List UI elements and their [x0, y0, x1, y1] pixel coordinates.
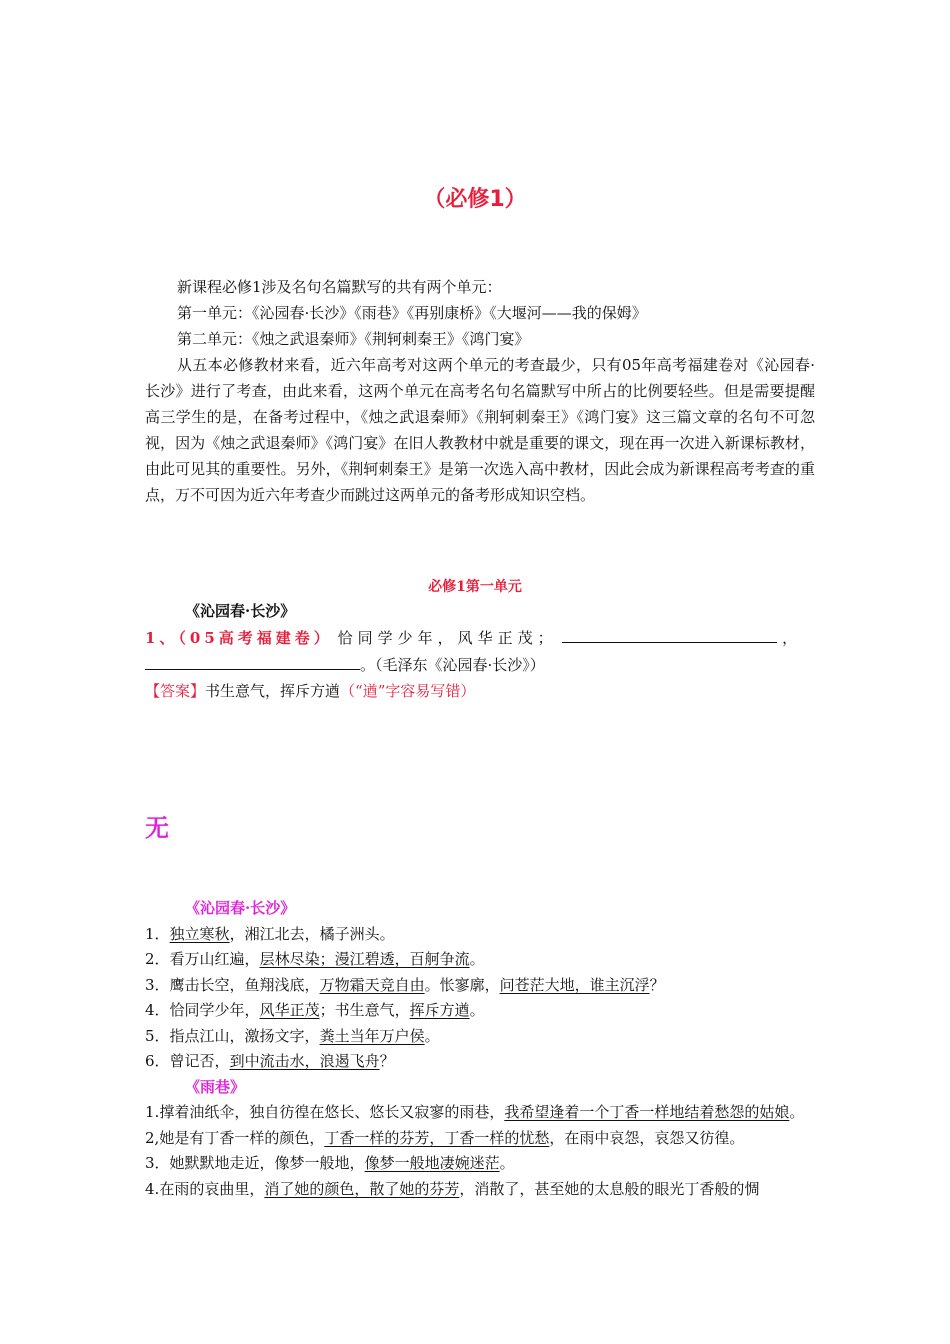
item-text: 恰同学少年，: [169, 1001, 260, 1019]
question-comma: ，: [782, 629, 798, 647]
intro-paragraph: 从五本必修教材来看，近六年高考对这两个单元的考查最少，只有05年高考福建卷对《沁园春·长沙》进行了考查，由此来看，这两个单元在高考名句名篇默写中所占的比例要轻些。但是需要提醒高三学生的是，在备考过程中，《烛之武退秦师》《荆轲刺秦王》《鸿门宴》这三篇文章的名句不可忽视，因为《烛之武退秦师》《鸿门宴》在旧人教教材中就是重要的课文，现在再一次进入新课标教材，由此可见其的重要性。另外，《荆轲刺秦王》是第一次选入高中教材，因此会成为新课程高考考查的重点，万不可因为近六年考查少而跳过这两单元的备考形成知识空档。: [145, 356, 815, 504]
intro-line-3: 第二单元：《烛之武退秦师》《荆轲刺秦王》《鸿门宴》: [177, 330, 530, 348]
underlined-text: 独立寒秋: [169, 924, 230, 943]
item-text: 。: [469, 950, 485, 968]
recitation-list: [145, 896, 815, 1202]
question-line-2: [145, 651, 815, 678]
item-text: ？: [379, 1052, 395, 1070]
intro-line-1: 新课程必修1涉及名句名篇默写的共有两个单元：: [177, 278, 502, 296]
underlined-text: 层林尽染；漫江碧透，百舸争流: [259, 950, 470, 968]
question-poem-title: 《沁园春·长沙》: [185, 602, 296, 620]
underlined-text: 丁香一样的芬芳，丁香一样的忧愁: [324, 1128, 550, 1147]
item-number: 5．: [145, 1026, 170, 1045]
list-title-qinyuanchun: 《沁园春·长沙》: [185, 899, 296, 917]
item-number: 1.: [145, 1103, 160, 1121]
unit-heading: 必修1第一单元: [428, 579, 522, 595]
wu-heading: 无: [145, 814, 169, 842]
page-title: （必修1）: [423, 187, 527, 212]
item-text: 。: [469, 1001, 485, 1019]
item-text: 指点江山，激扬文字，: [169, 1026, 320, 1045]
intro-line-2: 第一单元：《沁园春·长沙》《雨巷》《再别康桥》《大堰河——我的保姆》: [177, 304, 647, 322]
item-text: 她默默地走近，像梦一般地，: [169, 1154, 365, 1172]
item-text: 鹰击长空，鱼翔浅底，: [169, 975, 320, 994]
answer-text: 书生意气，挥斥方遒: [205, 682, 341, 700]
item-number: 2．: [145, 950, 170, 968]
item-text: 在雨的哀曲里，: [159, 1179, 265, 1198]
list-item: [145, 973, 815, 999]
list-item: [145, 998, 815, 1024]
item-number: 6．: [145, 1052, 170, 1070]
item-text: 。: [499, 1154, 515, 1172]
list-item: [145, 1100, 815, 1126]
question-line: [145, 624, 815, 651]
underlined-text: 粪土当年万户侯: [319, 1026, 425, 1045]
intro-section: [145, 274, 815, 508]
item-text: ？: [649, 975, 665, 994]
underlined-text: 像梦一般地凄婉迷茫: [364, 1154, 500, 1172]
item-text: 。: [424, 1026, 440, 1045]
list-item: [145, 947, 815, 973]
item-text: ，在雨中哀怨，哀怨又彷徨。: [549, 1128, 745, 1147]
answer-note: （“遒”字容易写错）: [340, 682, 476, 700]
list-item: [145, 1024, 815, 1050]
question-end: 。（毛泽东《沁园春·长沙》）: [360, 656, 545, 674]
question-number: 1、（05高考福建卷）: [145, 629, 333, 647]
item-number: 4．: [145, 1001, 170, 1019]
answer-blank-1[interactable]: [562, 624, 777, 643]
underlined-text: 到中流击水，浪遏飞舟: [229, 1052, 380, 1070]
item-number: 1．: [145, 924, 170, 943]
item-text: 曾记否，: [169, 1052, 230, 1070]
answer-blank-2[interactable]: [145, 651, 360, 670]
list-title-yuxiang: 《雨巷》: [185, 1077, 246, 1096]
list-item: [145, 1049, 815, 1075]
list-item: [145, 922, 815, 948]
item-number: 2,: [145, 1128, 160, 1147]
item-text: ；书生意气，: [319, 1001, 410, 1019]
underlined-text: 我希望逢着一个丁香一样地结着愁怨的姑娘: [504, 1103, 790, 1121]
list-item: [145, 1177, 815, 1203]
question-prompt: 恰同学少年，风华正茂；: [337, 629, 558, 647]
item-number: 3．: [145, 975, 170, 994]
item-text: 。怅寥廓，: [424, 975, 500, 994]
underlined-text: 问苍茫大地，谁主沉浮: [499, 975, 650, 994]
question-block: [145, 598, 815, 704]
item-text: 撑着油纸伞，独自彷徨在悠长、悠长又寂寥的雨巷，: [159, 1103, 505, 1121]
item-text: 看万山红遍，: [169, 950, 260, 968]
item-text: 她是有丁香一样的颜色，: [159, 1128, 325, 1147]
answer-tag: 【答案】: [145, 682, 206, 700]
answer-line: [145, 678, 815, 704]
underlined-text: 消了她的颜色，散了她的芬芳: [264, 1179, 460, 1198]
underlined-text: 万物霜天竞自由: [319, 975, 425, 994]
underlined-text: 挥斥方遒: [409, 1001, 470, 1019]
item-number: 3．: [145, 1154, 170, 1172]
item-text: 。: [789, 1103, 805, 1121]
list-item: [145, 1151, 815, 1177]
underlined-text: 风华正茂: [259, 1001, 320, 1019]
item-text: ，消散了，甚至她的太息般的眼光丁香般的惆: [459, 1179, 760, 1198]
item-text: ，湘江北去，橘子洲头。: [229, 924, 395, 943]
item-number: 4.: [145, 1179, 160, 1198]
list-item: [145, 1126, 815, 1152]
